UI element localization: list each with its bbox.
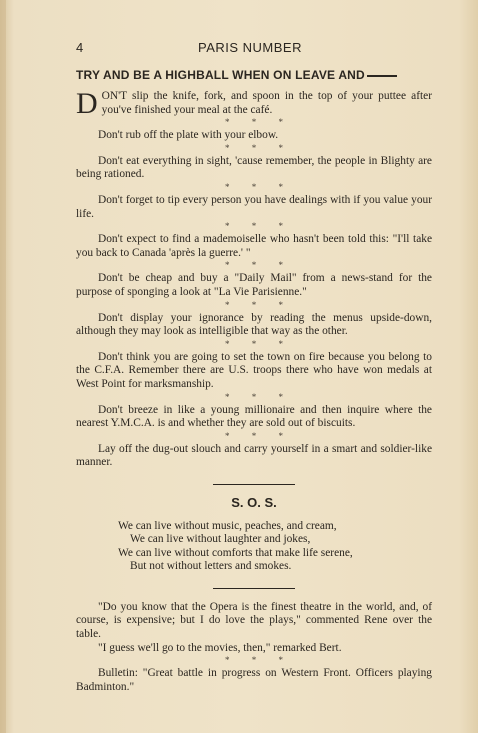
paragraph: Don't display your ignorance by reading the menus upside-down, although they may look as intelligible that way as the other. xyxy=(76,311,432,338)
paragraph: Lay off the dug-out slouch and carry yourself in a smart and soldier-like manner. xyxy=(76,442,432,469)
separator-stars: * * * xyxy=(225,117,283,128)
paragraph: Don't think you are going to set the town on fire because you belong to the C.F.A. Remember there are U.S. troops there who have won medals at West Point for marksmanship. xyxy=(76,350,432,390)
paragraph: Don't breeze in like a young millionaire and then inquire where the nearest Y.M.C.A. is and whether they are sold out of biscuits. xyxy=(76,403,432,430)
poem-line: We can live without music, peaches, and cream, xyxy=(118,519,337,532)
first-paragraph-text: ON'T slip the knife, fork, and spoon in the top of your puttee after you've finished your meal at the café. xyxy=(101,90,432,116)
anecdote-paragraph: "I guess we'll go to the movies, then," remarked Bert. xyxy=(98,641,342,654)
paragraph: Don't expect to find a mademoiselle who hasn't been told this: "I'll take you back to Canada 'après la guerre.' " xyxy=(76,233,432,259)
separator-stars: * * * xyxy=(225,142,283,153)
drop-cap: D xyxy=(76,87,98,120)
paragraph: Don't rub off the plate with your elbow. xyxy=(98,129,279,142)
poem-title: S. O. S. xyxy=(231,494,277,510)
title-dash xyxy=(367,75,397,77)
paragraph: Don't forget to tip every person you have dealings with if you value your life. xyxy=(76,193,432,220)
article-title xyxy=(76,68,432,82)
page-header xyxy=(76,40,436,58)
separator-stars: * * * xyxy=(225,221,283,232)
page-number: 4 xyxy=(76,40,84,55)
separator-stars: * * * xyxy=(225,338,283,349)
poem-line: We can live without comforts that make life serene, xyxy=(118,546,353,559)
text-column xyxy=(76,68,432,694)
poem-line: We can live without laughter and jokes, xyxy=(130,533,311,546)
article-title-text: TRY AND BE A HIGHBALL WHEN ON LEAVE AND xyxy=(76,68,365,82)
paragraph: Don't be cheap and buy a "Daily Mail" from a news-stand for the purpose of sponging a look at "La Vie Parisienne." xyxy=(76,272,432,298)
separator-stars: * * * xyxy=(225,391,283,402)
separator-stars: * * * xyxy=(225,260,283,271)
first-paragraph xyxy=(76,87,432,120)
anecdote-paragraph: "Do you know that the Opera is the finest theatre in the world, and, of course, is expensive; but I do love the plays," commented Rene over the table. xyxy=(76,600,432,641)
separator-stars: * * * xyxy=(225,181,283,192)
poem xyxy=(118,520,432,574)
page-edge-shadow xyxy=(0,0,6,733)
separator-stars: * * * xyxy=(225,299,283,310)
anecdote-paragraph: Bulletin: "Great battle in progress on Western Front. Officers playing Badminton." xyxy=(76,667,432,693)
section-rule xyxy=(213,588,295,589)
separator-stars: * * * xyxy=(225,655,283,666)
separator-stars: * * * xyxy=(225,430,283,441)
poem-line: But not without letters and smokes. xyxy=(130,560,292,573)
section-rule xyxy=(213,484,295,485)
paragraph: Don't eat everything in sight, 'cause remember, the people in Blighty are being rationed. xyxy=(76,154,432,181)
running-title: PARIS NUMBER xyxy=(198,40,302,55)
